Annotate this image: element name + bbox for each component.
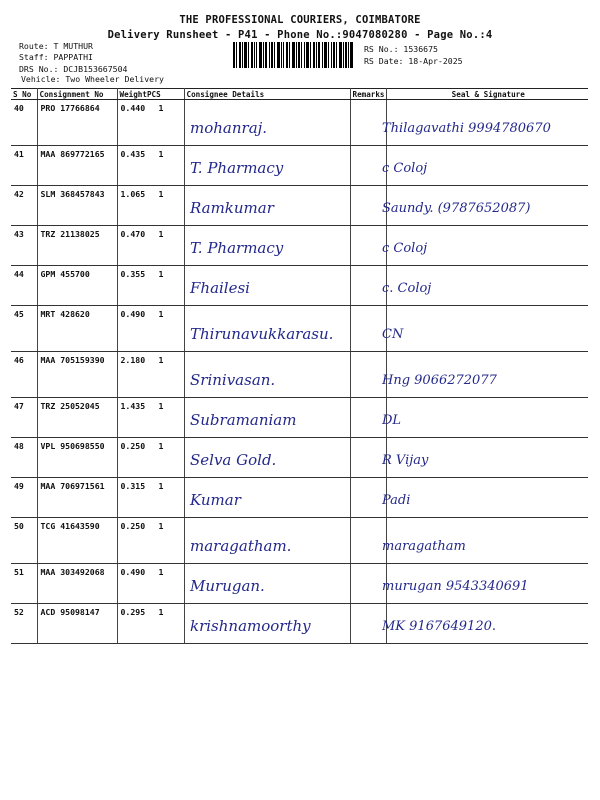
table-row	[11, 146, 588, 186]
row-weight-pcs	[117, 438, 184, 478]
signature-handwriting: maragatham	[382, 539, 466, 554]
row-consignment: PRO 17766864	[37, 100, 117, 146]
consignee-handwriting: Ramkumar	[190, 199, 274, 217]
row-weight-pcs	[117, 100, 184, 146]
row-sno: 41	[11, 146, 37, 186]
row-consignment: MAA 869772165	[37, 146, 117, 186]
vehicle-label: Vehicle: Two Wheeler Delivery	[21, 74, 164, 84]
route-label: Route: T MUTHUR	[19, 41, 93, 51]
consignee-handwriting: krishnamoorthy	[190, 617, 311, 635]
consignee-handwriting: mohanraj.	[190, 119, 268, 137]
row-weight-pcs	[117, 518, 184, 564]
row-pcs: 1	[158, 149, 164, 159]
row-sno: 47	[11, 398, 37, 438]
row-remarks	[350, 518, 386, 564]
barcode-icon	[233, 42, 353, 68]
consignee-handwriting: Kumar	[190, 491, 241, 509]
col-weight: Weight	[119, 89, 147, 99]
signature-handwriting: Padi	[382, 493, 411, 508]
row-signature-cell	[386, 398, 588, 438]
consignee-handwriting: maragatham.	[190, 537, 292, 555]
row-pcs: 1	[158, 607, 164, 617]
col-sno: S No	[11, 89, 37, 100]
row-sno: 43	[11, 226, 37, 266]
consignee-handwriting: Srinivasan.	[190, 371, 276, 389]
col-consignment: Consignment No	[37, 89, 117, 100]
row-signature-cell	[386, 478, 588, 518]
consignee-handwriting: Fhailesi	[190, 279, 250, 297]
row-weight-pcs	[117, 398, 184, 438]
row-weight-pcs	[117, 146, 184, 186]
table-row	[11, 398, 588, 438]
table-row	[11, 226, 588, 266]
consignee-handwriting: T. Pharmacy	[190, 239, 284, 257]
table-header-row	[11, 89, 588, 100]
row-sno: 49	[11, 478, 37, 518]
table-row	[11, 438, 588, 478]
consignee-handwriting: Subramaniam	[190, 411, 297, 429]
row-sno: 46	[11, 352, 37, 398]
row-weight: 0.435	[120, 149, 146, 159]
row-pcs: 1	[158, 521, 164, 531]
row-weight: 2.180	[120, 355, 146, 365]
row-pcs: 1	[158, 229, 164, 239]
drs-label: DRS No.: DCJB153667504	[19, 64, 128, 74]
row-weight: 0.295	[120, 607, 146, 617]
signature-handwriting: CN	[382, 327, 404, 342]
row-weight-pcs	[117, 186, 184, 226]
consignee-handwriting: Thirunavukkarasu.	[190, 325, 334, 343]
consignee-handwriting: Selva Gold.	[190, 451, 277, 469]
row-consignment: MAA 706971561	[37, 478, 117, 518]
row-remarks	[350, 226, 386, 266]
consignee-handwriting: T. Pharmacy	[190, 159, 284, 177]
row-sno: 52	[11, 604, 37, 644]
rs-number: RS No.: 1536675	[364, 44, 438, 54]
row-signature-cell	[386, 306, 588, 352]
row-sno: 45	[11, 306, 37, 352]
row-consignment: ACD 95098147	[37, 604, 117, 644]
signature-handwriting: Saundy. (9787652087)	[382, 201, 531, 216]
row-weight: 0.315	[120, 481, 146, 491]
row-consignment: MRT 428620	[37, 306, 117, 352]
row-pcs: 1	[158, 567, 164, 577]
row-remarks	[350, 352, 386, 398]
row-remarks	[350, 186, 386, 226]
signature-handwriting: c Coloj	[382, 161, 428, 176]
row-remarks	[350, 266, 386, 306]
row-weight: 0.440	[120, 103, 146, 113]
runsheet-table	[11, 88, 588, 644]
row-consignment: VPL 950698550	[37, 438, 117, 478]
consignee-handwriting: Murugan.	[190, 577, 265, 595]
table-row	[11, 478, 588, 518]
row-remarks	[350, 438, 386, 478]
company-title: THE PROFESSIONAL COURIERS, COIMBATORE	[179, 14, 421, 26]
signature-handwriting: murugan 9543340691	[382, 579, 529, 594]
row-consignment: TRZ 21138025	[37, 226, 117, 266]
row-weight-pcs	[117, 564, 184, 604]
table-row	[11, 352, 588, 398]
row-remarks	[350, 398, 386, 438]
row-consignment: TRZ 25052045	[37, 398, 117, 438]
row-remarks	[350, 478, 386, 518]
col-consignee: Consignee Details	[184, 89, 350, 100]
row-pcs: 1	[158, 309, 164, 319]
table-row	[11, 518, 588, 564]
row-sno: 42	[11, 186, 37, 226]
col-weight-pcs	[117, 89, 184, 100]
row-remarks	[350, 146, 386, 186]
signature-handwriting: R Vijay	[382, 453, 429, 468]
row-pcs: 1	[158, 401, 164, 411]
row-sno: 51	[11, 564, 37, 604]
row-weight: 0.250	[120, 441, 146, 451]
row-consignment: MAA 303492068	[37, 564, 117, 604]
row-weight-pcs	[117, 478, 184, 518]
row-weight: 0.470	[120, 229, 146, 239]
row-pcs: 1	[158, 189, 164, 199]
row-weight: 0.490	[120, 567, 146, 577]
row-sno: 50	[11, 518, 37, 564]
row-remarks	[350, 604, 386, 644]
row-remarks	[350, 306, 386, 352]
col-pcs: PCS	[146, 89, 161, 99]
col-remarks: Remarks	[350, 89, 386, 100]
row-weight-pcs	[117, 226, 184, 266]
row-pcs: 1	[158, 441, 164, 451]
row-weight: 1.065	[120, 189, 146, 199]
row-pcs: 1	[158, 481, 164, 491]
row-pcs: 1	[158, 103, 164, 113]
signature-handwriting: MK 9167649120.	[382, 619, 496, 634]
row-consignment: SLM 368457843	[37, 186, 117, 226]
row-weight-pcs	[117, 306, 184, 352]
signature-handwriting: Thilagavathi 9994780670	[382, 121, 551, 136]
row-consignment: TCG 41643590	[37, 518, 117, 564]
row-sno: 44	[11, 266, 37, 306]
row-weight: 0.490	[120, 309, 146, 319]
signature-handwriting: c Coloj	[382, 241, 428, 256]
row-weight-pcs	[117, 266, 184, 306]
row-weight: 0.250	[120, 521, 146, 531]
row-weight: 0.355	[120, 269, 146, 279]
rs-date: RS Date: 18-Apr-2025	[364, 56, 463, 66]
runsheet-subtitle: Delivery Runsheet - P41 - Phone No.:9047080280 - Page No.:4	[107, 29, 493, 41]
row-remarks	[350, 564, 386, 604]
row-weight: 1.435	[120, 401, 146, 411]
signature-handwriting: DL	[382, 413, 402, 428]
signature-handwriting: c. Coloj	[382, 281, 432, 296]
row-weight-pcs	[117, 604, 184, 644]
row-remarks	[350, 100, 386, 146]
row-sno: 40	[11, 100, 37, 146]
row-weight-pcs	[117, 352, 184, 398]
row-consignment: MAA 705159390	[37, 352, 117, 398]
table-row	[11, 266, 588, 306]
col-signature: Seal & Signature	[386, 89, 588, 100]
row-consignment: GPM 455700	[37, 266, 117, 306]
row-pcs: 1	[158, 355, 164, 365]
staff-label: Staff: PAPPATHI	[19, 52, 93, 62]
signature-handwriting: Hng 9066272077	[382, 373, 497, 388]
row-sno: 48	[11, 438, 37, 478]
row-pcs: 1	[158, 269, 164, 279]
